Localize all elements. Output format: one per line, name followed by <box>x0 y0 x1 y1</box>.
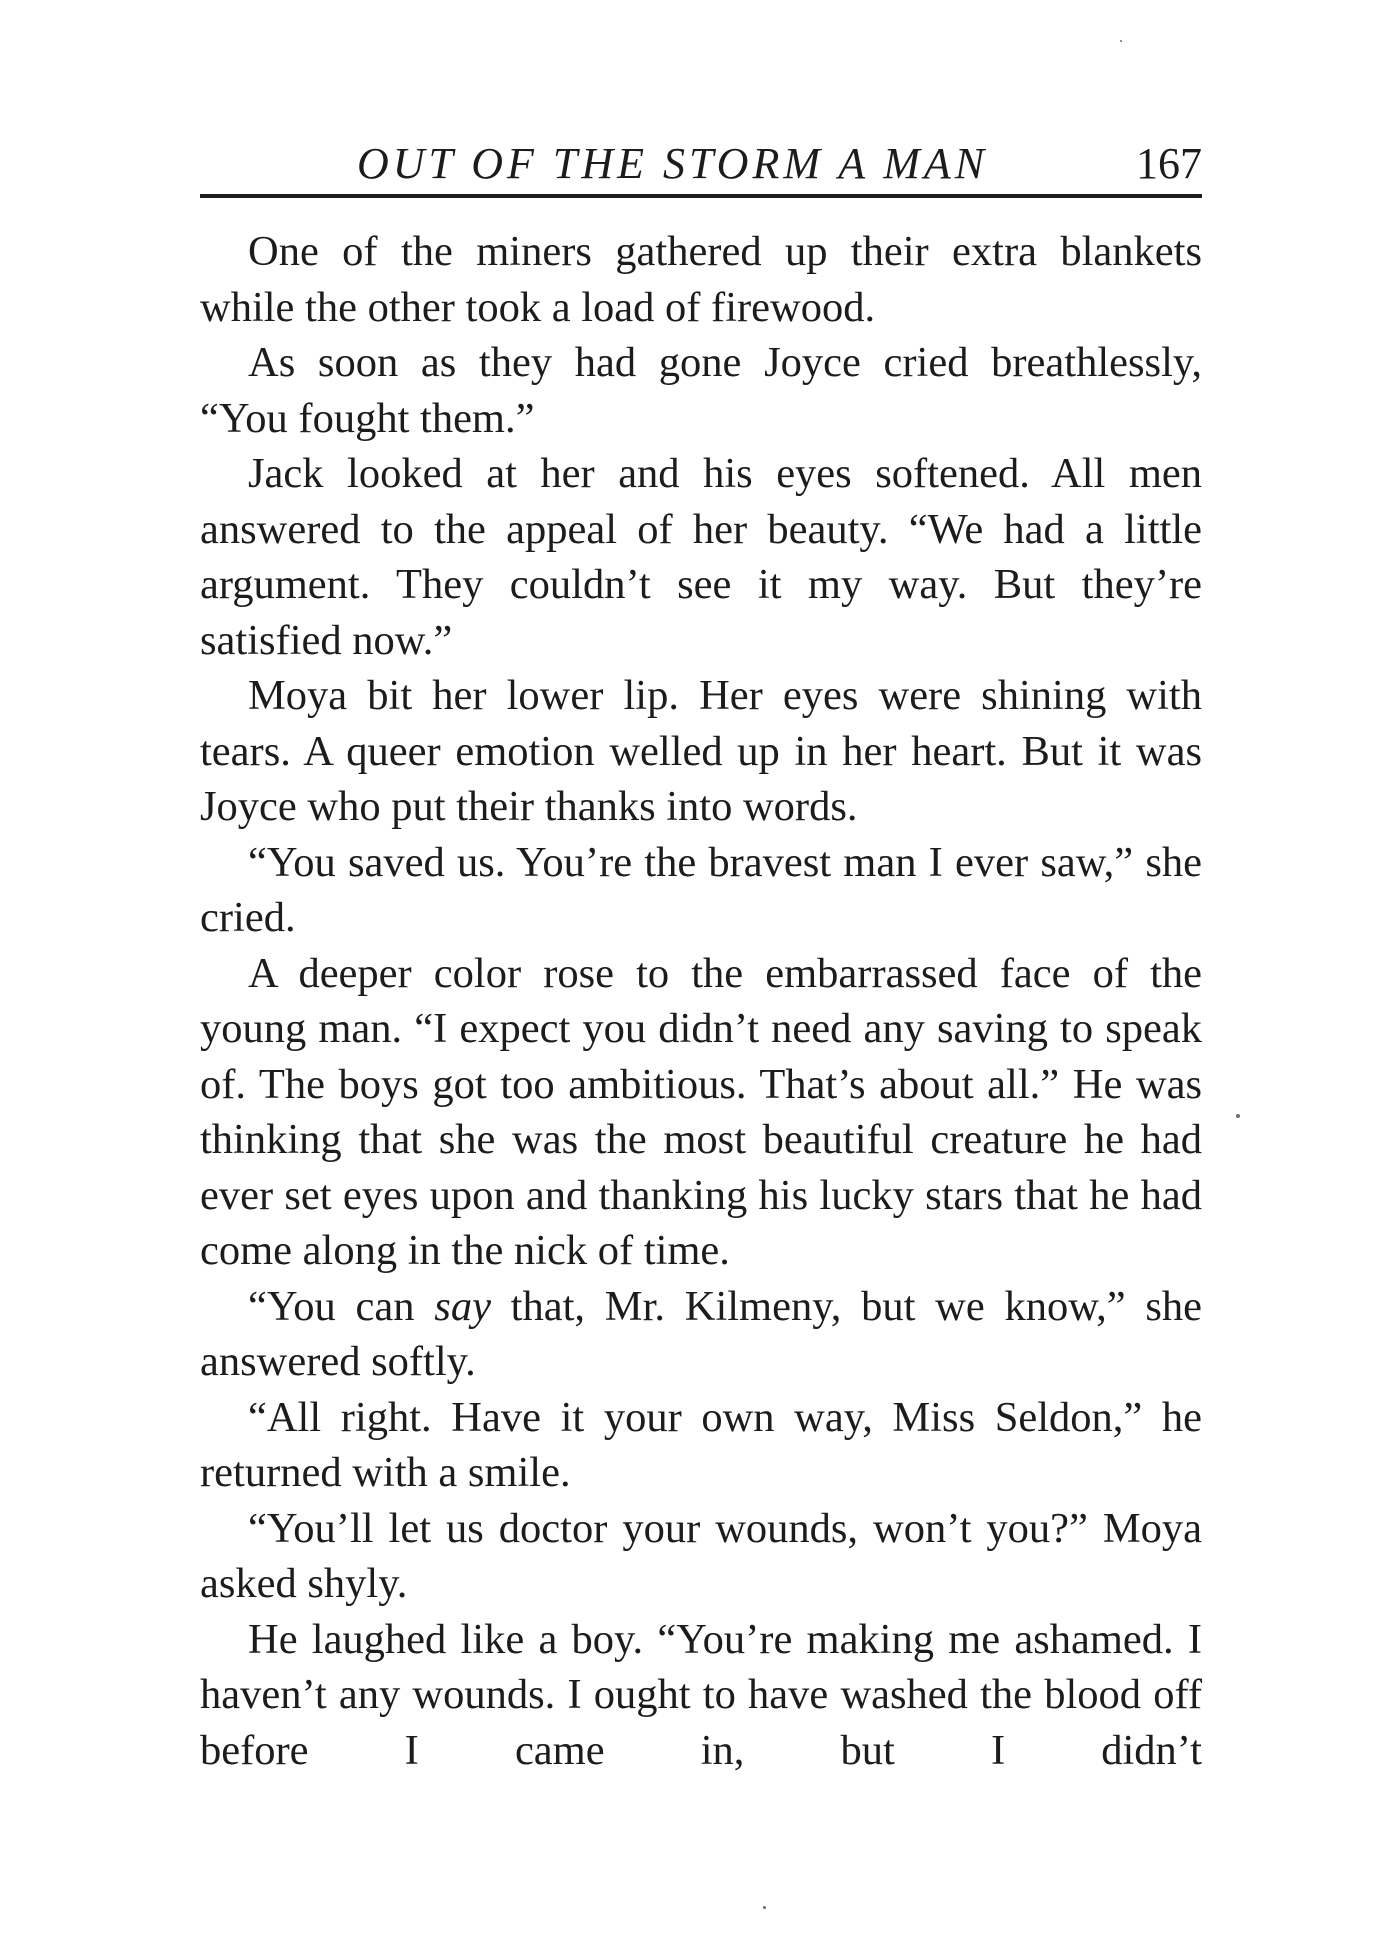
paragraph-continued: He laughed like a boy. “You’re making me ashamed. I haven’t any wounds. I ought to have washed the blood off before I came in, but I didn’t <box>200 1615 1202 1774</box>
paragraph: Moya bit her lower lip. Her eyes were shining with tears. A queer emotion welled up in her heart. But it was Joyce who put their thanks into words. <box>200 672 1202 830</box>
running-head <box>200 128 1202 188</box>
paragraph <box>200 1279 1202 1390</box>
paragraph: Jack looked at her and his eyes softened. All men answered to the appeal of her beauty. “We had a little argument. They couldn’t see it my way. But they’re satisfied now.” <box>200 450 1202 664</box>
paragraph-text: “You can <box>248 1282 435 1330</box>
running-title: OUT OF THE STORM A MAN <box>357 139 989 188</box>
paragraph: One of the miners gathered up their extra blankets while the other took a load of firewood. <box>200 228 1202 331</box>
header-rule <box>200 194 1202 198</box>
paragraph: As soon as they had gone Joyce cried breathlessly, “You fought them.” <box>200 339 1202 442</box>
paragraph: “All right. Have it your own way, Miss Seldon,” he returned with a smile. <box>200 1393 1202 1496</box>
page-number: 167 <box>1136 139 1202 188</box>
emphasis: say <box>434 1282 491 1330</box>
print-speck <box>1236 1114 1240 1118</box>
print-speck <box>763 1906 766 1909</box>
print-speck <box>1120 40 1122 42</box>
paragraph: A deeper color rose to the embarrassed face of the young man. “I expect you didn’t need any saving to speak of. The boys got too ambitious. That’s about all.” He was thinking that she was the most beautiful creature he had ever set eyes upon and thanking his lucky stars that he had come along in the nick of time. <box>200 949 1202 1274</box>
body-text <box>200 224 1202 1778</box>
paragraph: “You saved us. You’re the bravest man I ever saw,” she cried. <box>200 838 1202 941</box>
paragraph-text: that, Mr. Kilmeny, but we know,” she answered softly. <box>200 1282 1203 1385</box>
paragraph: “You’ll let us doctor your wounds, won’t you?” Moya asked shyly. <box>200 1504 1202 1607</box>
